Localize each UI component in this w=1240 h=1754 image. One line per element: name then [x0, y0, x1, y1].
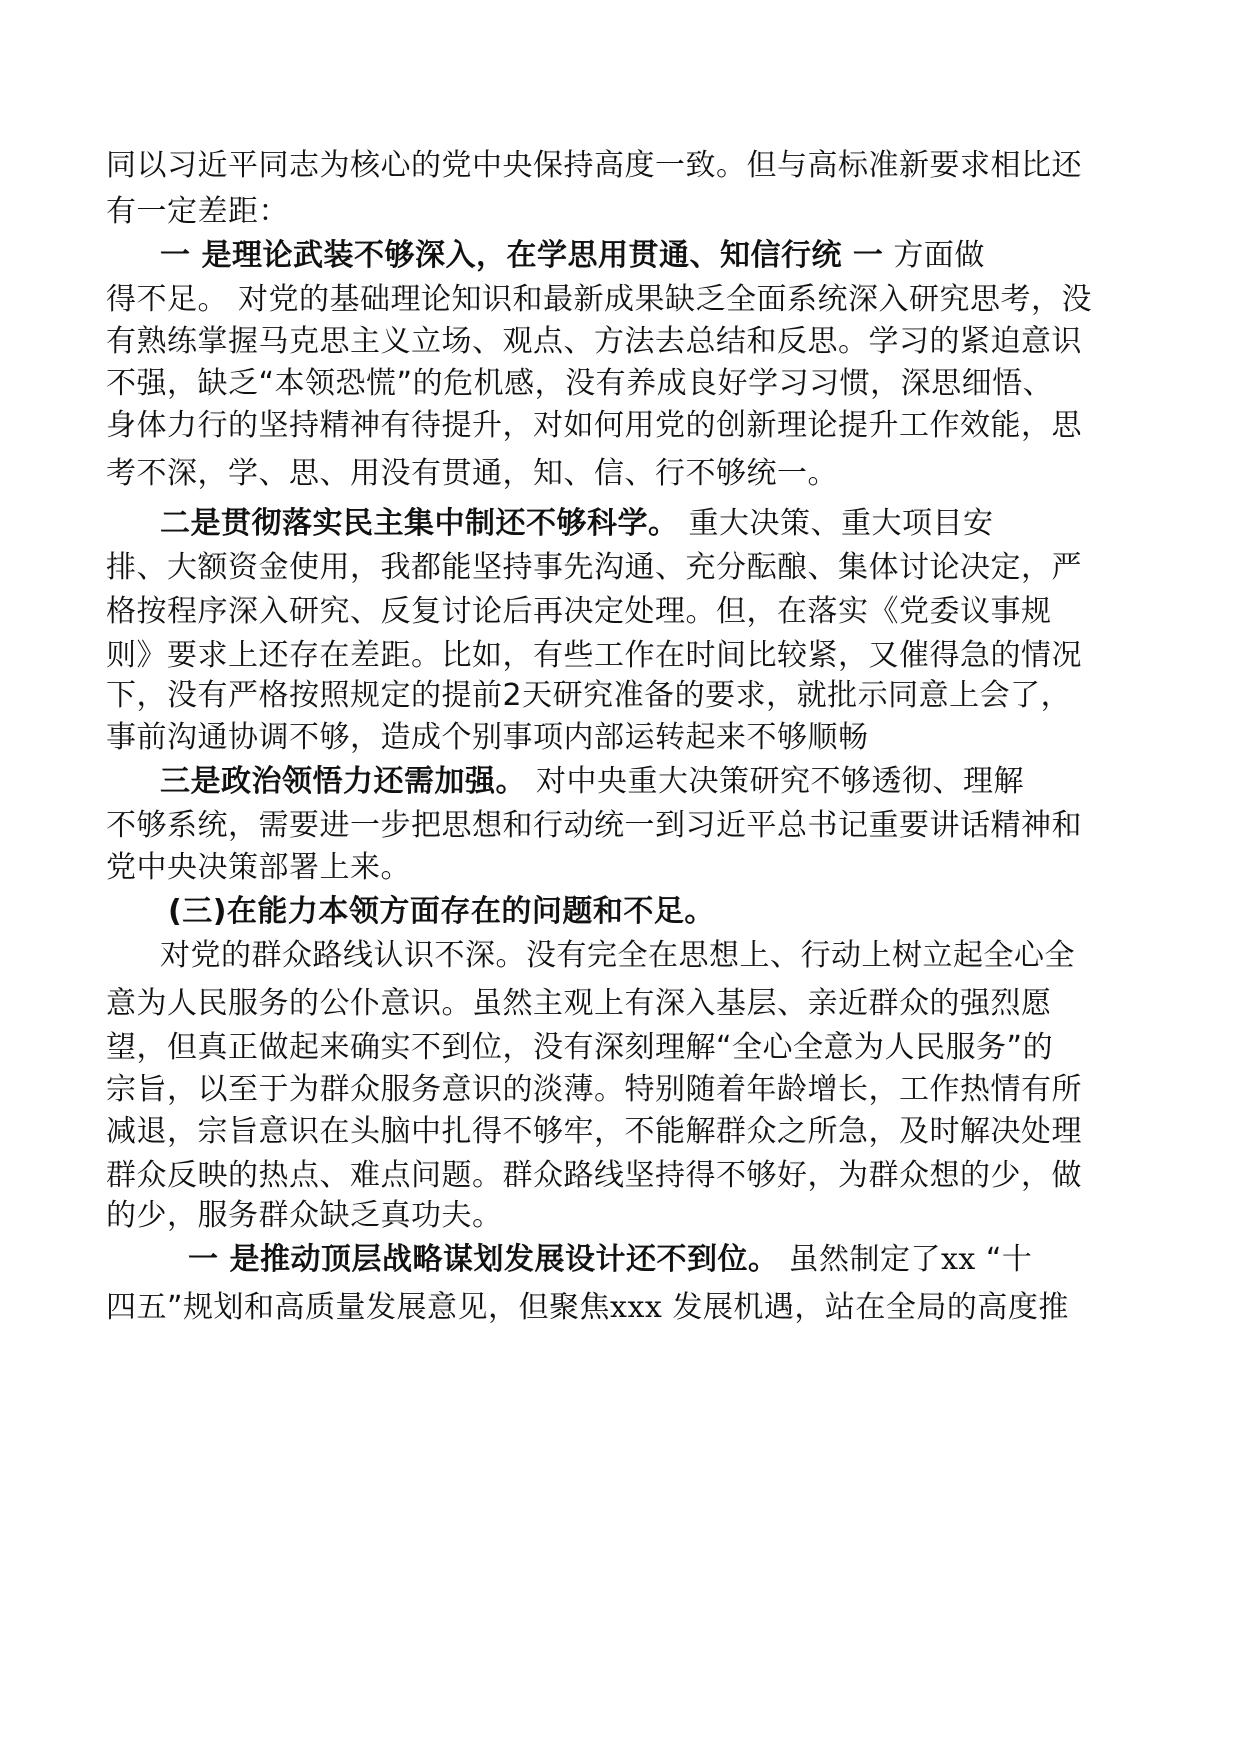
- paragraph-line: 考不深，学、思、用没有贯通，知、信、行不够统一。: [106, 456, 838, 491]
- paragraph-line: 下，没有严格按照规定的提前2天研究准备的要求，就批示同意上会了，: [106, 678, 1072, 713]
- paragraph-line: 有一定差距：: [106, 194, 289, 229]
- paragraph-line: 身体力行的坚持精神有待提升，对如何用党的创新理论提升工作效能，思: [106, 408, 1082, 443]
- paragraph-line: 得不足。 对党的基础理论知识和最新成果缺乏全面系统深入研究思考，没: [106, 282, 1093, 317]
- section-heading-line: 二是贯彻落实民主集中制还不够科学。 重大决策、重大项目安: [160, 506, 994, 541]
- paragraph-line: 同以习近平同志为核心的党中央保持高度一致。但与高标准新要求相比还: [106, 148, 1082, 183]
- paragraph-line: 不够系统，需要进一步把思想和行动统一到习近平总书记重要讲话精神和: [106, 808, 1082, 843]
- section-heading-line: 三是政治领悟力还需加强。 对中央重大决策研究不够透彻、理解: [160, 764, 1025, 799]
- paragraph-line: 事前沟通协调不够，造成个别事项内部运转起来不够顺畅: [106, 720, 869, 755]
- paragraph-line: 宗旨，以至于为群众服务意识的淡薄。特别随着年龄增长，工作热情有所: [106, 1072, 1082, 1107]
- paragraph-line: 党中央决策部署上来。: [106, 850, 411, 885]
- subsection-heading: (三)在能力本领方面存在的问题和不足。: [168, 894, 715, 929]
- section-heading-line: 一 是推动顶层战略谋划发展设计还不到位。 虽然制定了xx “十: [188, 1242, 1033, 1277]
- paragraph-line: 排、大额资金使用，我都能坚持事先沟通、充分酝酿、集体讨论决定，严: [106, 550, 1082, 585]
- paragraph-line: 群众反映的热点、难点问题。群众路线坚持得不够好，为群众想的少，做: [106, 1158, 1082, 1193]
- paragraph-line: 意为人民服务的公仆意识。虽然主观上有深入基层、亲近群众的强烈愿: [106, 986, 1052, 1021]
- paragraph-line: 格按程序深入研究、反复讨论后再决定处理。但，在落实《党委议事规: [106, 594, 1052, 629]
- paragraph-line: 对党的群众路线认识不深。没有完全在思想上、行动上树立起全心全: [160, 938, 1075, 973]
- paragraph-line: 不强，缺乏“本领恐慌”的危机感，没有养成良好学习习惯，深思细悟、: [106, 366, 1054, 401]
- paragraph-line: 的少，服务群众缺乏真功夫。: [106, 1198, 503, 1233]
- paragraph-line: 则》要求上还存在差距。比如，有些工作在时间比较紧，又催得急的情况: [106, 638, 1082, 673]
- paragraph-line: 四五”规划和高质量发展意见，但聚焦xxx 发展机遇，站在全局的高度推: [106, 1290, 1069, 1325]
- section-heading-line: 一 是理论武装不够深入，在学思用贯通、知信行统 一 方面做: [160, 238, 985, 273]
- paragraph-line: 减退，宗旨意识在头脑中扎得不够牢，不能解群众之所急，及时解决处理: [106, 1114, 1082, 1149]
- paragraph-line: 有熟练掌握马克思主义立场、观点、方法去总结和反思。学习的紧迫意识: [106, 324, 1082, 359]
- paragraph-line: 望，但真正做起来确实不到位，没有深刻理解“全心全意为人民服务”的: [106, 1030, 1054, 1065]
